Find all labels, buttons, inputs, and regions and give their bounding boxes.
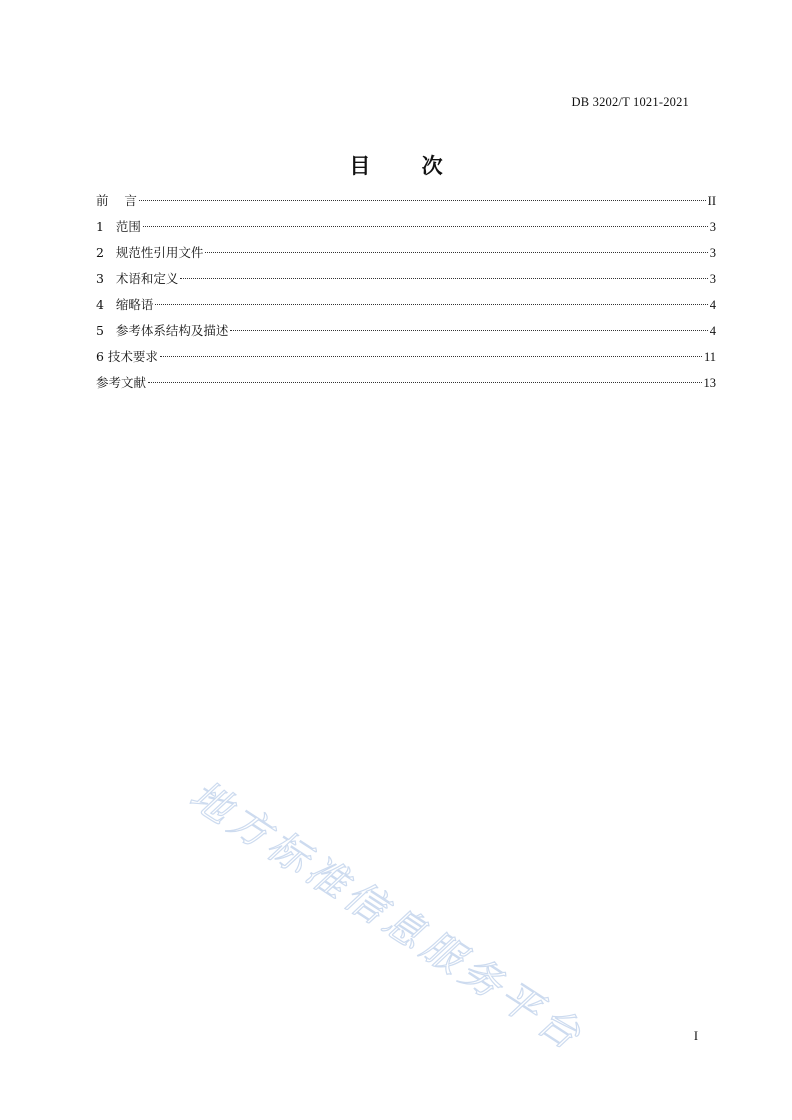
toc-entry-label: 6 技术要求 xyxy=(96,349,158,364)
toc-entry-label: 前 言 xyxy=(96,193,137,208)
table-of-contents xyxy=(96,191,716,399)
toc-entry-scope[interactable] xyxy=(96,217,716,243)
toc-entry-label: 2 规范性引用文件 xyxy=(96,245,204,260)
toc-entry-page: 3 xyxy=(709,246,716,260)
toc-leader-dots xyxy=(143,226,708,227)
toc-leader-dots xyxy=(230,330,707,331)
toc-entry-label: 3 术语和定义 xyxy=(96,271,179,286)
toc-leader-dots xyxy=(160,356,702,357)
toc-entry-page: 11 xyxy=(703,350,716,364)
toc-entry-page: 3 xyxy=(709,272,716,286)
toc-entry-label: 4 缩略语 xyxy=(96,297,154,312)
toc-entry-page: 4 xyxy=(709,324,716,338)
toc-entry-terms-definitions[interactable] xyxy=(96,269,716,295)
toc-entry-page: 13 xyxy=(703,376,716,390)
watermark: 地方标准信息服务平台 xyxy=(181,772,593,1062)
toc-entry-reference-architecture[interactable] xyxy=(96,321,716,347)
toc-leader-dots xyxy=(148,382,701,383)
toc-entry-page: 3 xyxy=(709,220,716,234)
toc-entry-label: 参考文献 xyxy=(96,375,147,390)
toc-leader-dots xyxy=(155,304,707,305)
toc-entry-abbreviations[interactable] xyxy=(96,295,716,321)
toc-entry-normative-references[interactable] xyxy=(96,243,716,269)
toc-entry-label: 1 范围 xyxy=(96,219,141,234)
toc-entry-page: 4 xyxy=(709,298,716,312)
toc-leader-dots xyxy=(180,278,707,279)
toc-entry-label: 5 参考体系结构及描述 xyxy=(96,323,229,338)
toc-leader-dots xyxy=(205,252,707,253)
toc-entry-page: II xyxy=(707,194,716,208)
toc-entry-foreword[interactable] xyxy=(96,191,716,217)
toc-title: 目 次 xyxy=(349,154,465,178)
toc-entry-technical-requirements[interactable] xyxy=(96,347,716,373)
document-code: DB 3202/T 1021-2021 xyxy=(571,95,689,109)
toc-leader-dots xyxy=(139,200,706,201)
page-number: I xyxy=(693,1029,698,1043)
toc-entry-bibliography[interactable] xyxy=(96,373,716,399)
